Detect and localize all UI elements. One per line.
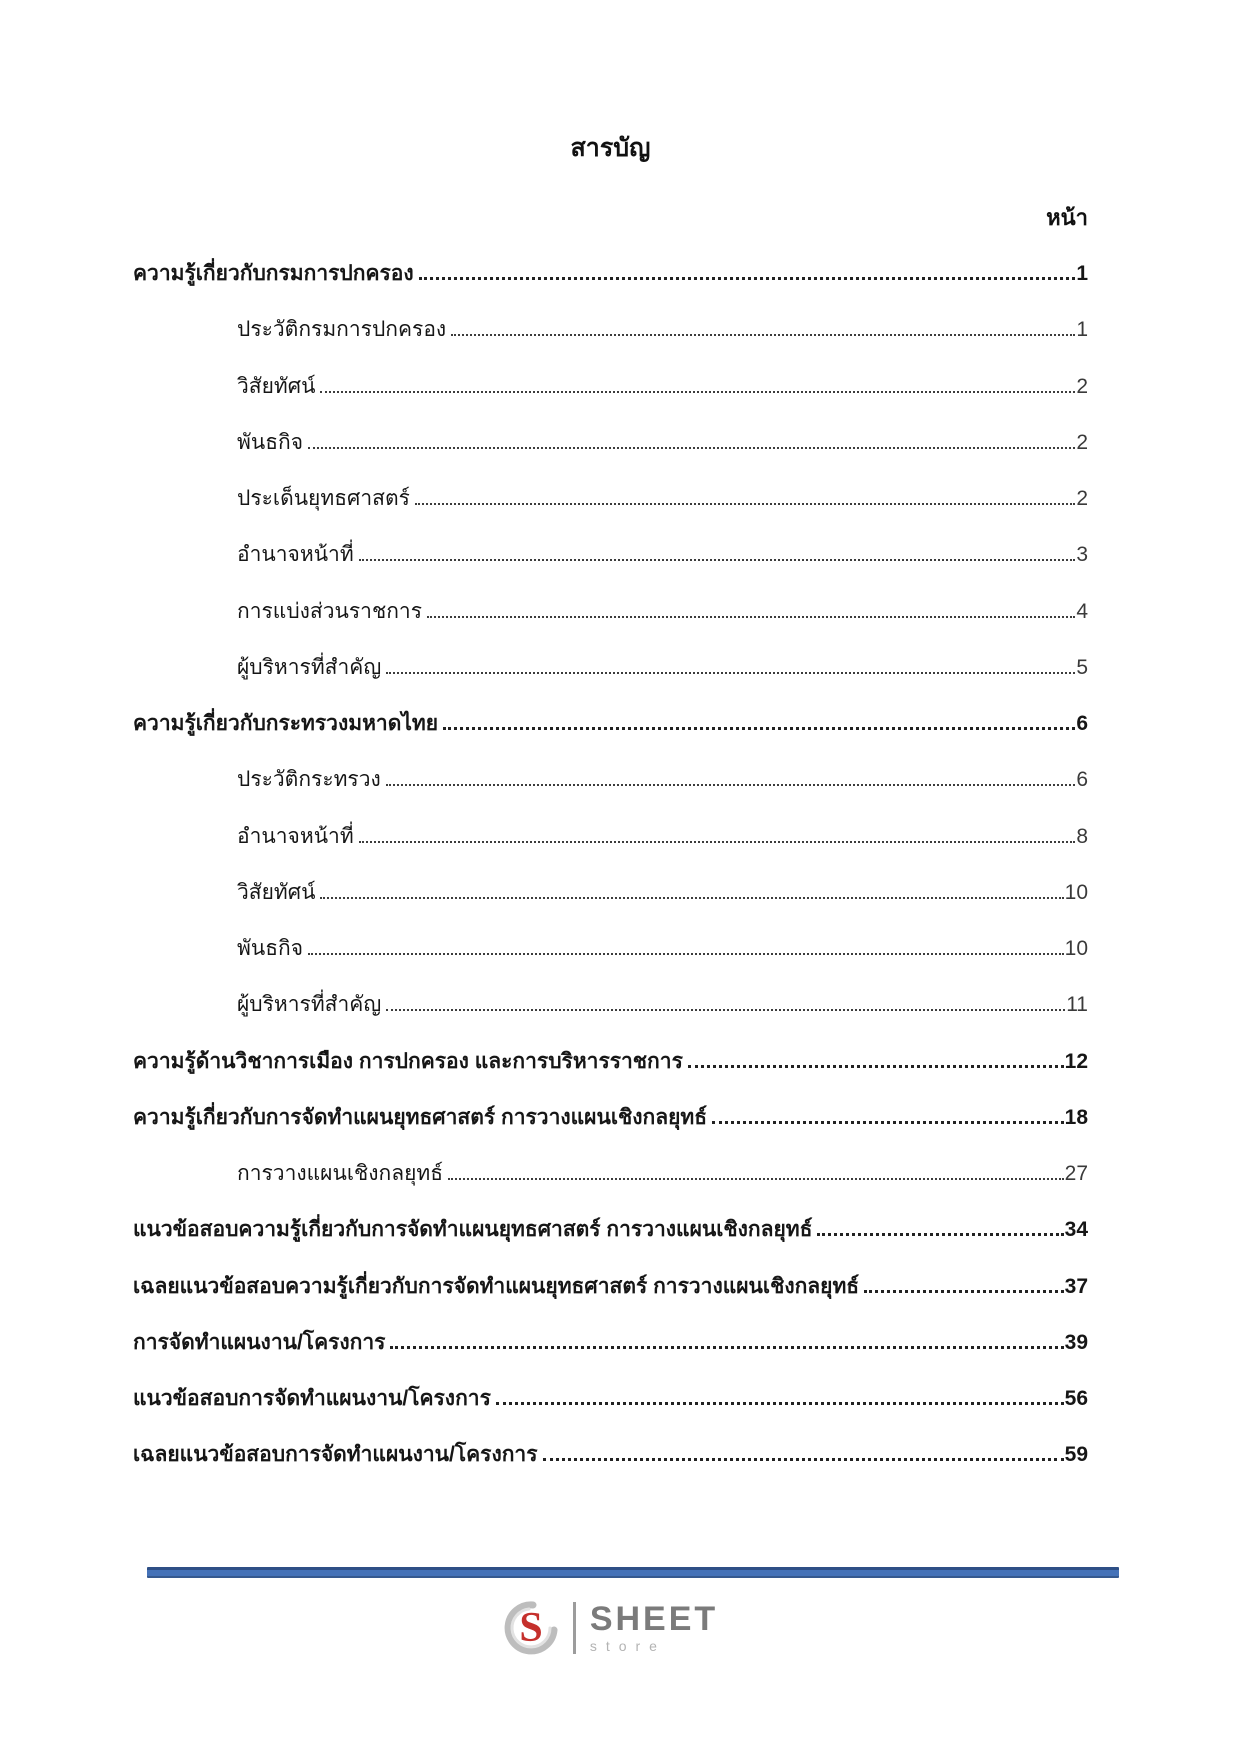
toc-entry-label: ความรู้เกี่ยวกับกรมการปกครอง [133, 262, 414, 285]
toc-entry-label: ประวัติกรมการปกครอง [237, 318, 447, 342]
brand-text-block [589, 1599, 719, 1654]
toc-entry [133, 880, 1088, 906]
toc-dot-leader [320, 391, 1075, 393]
toc-entry-label: แนวข้อสอบความรู้เกี่ยวกับการจัดทำแผนยุทธศาสตร์ การวางแผนเชิงกลยุทธ์ [133, 1218, 813, 1242]
toc-list [133, 261, 1088, 1499]
sheet-store-logo [133, 1600, 1088, 1656]
toc-entry-page-number: 8 [1076, 824, 1088, 848]
toc-entry [133, 1330, 1088, 1356]
toc-entry-page-number: 6 [1076, 768, 1088, 792]
brand-subtitle: store [589, 1637, 666, 1654]
toc-dot-leader [448, 1178, 1064, 1180]
toc-entry [133, 374, 1088, 400]
toc-entry-page-number: 2 [1076, 430, 1088, 454]
page-title: สารบัญ [570, 134, 651, 162]
toc-dot-leader [443, 727, 1075, 730]
toc-entry [133, 1105, 1088, 1131]
toc-dot-leader [864, 1290, 1064, 1293]
toc-entry [133, 486, 1088, 512]
toc-entry-label: อำนาจหน้าที่ [237, 543, 354, 567]
toc-entry-page-number: 39 [1064, 1330, 1088, 1354]
toc-entry-label: ความรู้ด้านวิชาการเมือง การปกครอง และการบริหารราชการ [133, 1049, 683, 1073]
toc-dot-leader [359, 841, 1076, 843]
toc-entry-page-number: 3 [1076, 543, 1088, 567]
toc-entry-label: อำนาจหน้าที่ [237, 824, 354, 848]
toc-entry [133, 1049, 1088, 1075]
toc-entry-label: เฉลยแนวข้อสอบความรู้เกี่ยวกับการจัดทำแผนยุทธศาสตร์ การวางแผนเชิงกลยุทธ์ [133, 1274, 860, 1298]
toc-entry-page-number: 2 [1076, 487, 1088, 510]
toc-entry-label: ผู้บริหารที่สำคัญ [237, 655, 382, 679]
toc-entry [133, 1161, 1088, 1187]
toc-entry [133, 767, 1088, 793]
toc-entry [133, 655, 1088, 681]
toc-entry [133, 317, 1088, 343]
toc-entry-page-number: 12 [1064, 1049, 1088, 1073]
toc-entry [133, 992, 1088, 1018]
toc-dot-leader [712, 1121, 1064, 1124]
toc-entry-page-number: 37 [1064, 1274, 1088, 1298]
toc-dot-leader [320, 897, 1063, 899]
toc-dot-leader [308, 953, 1064, 955]
toc-dot-leader [359, 559, 1076, 561]
toc-entry-label: วิสัยทัศน์ [237, 880, 316, 904]
toc-entry-label: ผู้บริหารที่สำคัญ [237, 993, 382, 1017]
toc-entry-page-number: 34 [1064, 1218, 1088, 1242]
toc-entry [133, 711, 1088, 737]
toc-dot-leader [451, 334, 1075, 336]
toc-dot-leader [427, 616, 1075, 618]
toc-entry [133, 1386, 1088, 1412]
sheet-store-monogram-icon [503, 1600, 559, 1656]
brand-name: SHEET [589, 1599, 719, 1638]
toc-entry [133, 936, 1088, 962]
toc-entry-page-number: 27 [1064, 1162, 1088, 1185]
toc-entry-page-number: 10 [1064, 880, 1088, 904]
toc-entry-label: ความรู้เกี่ยวกับการจัดทำแผนยุทธศาสตร์ การวางแผนเชิงกลยุทธ์ [133, 1105, 708, 1129]
toc-dot-leader [543, 1458, 1064, 1461]
toc-entry-label: วิสัยทัศน์ [237, 374, 316, 398]
toc-dot-leader [419, 277, 1076, 280]
toc-entry [133, 824, 1088, 850]
toc-entry-page-number: 6 [1076, 712, 1088, 735]
page-footer [133, 1567, 1088, 1656]
toc-entry-page-number: 1 [1076, 318, 1088, 342]
toc-entry-label: ความรู้เกี่ยวกับกระทรวงมหาดไทย [133, 712, 439, 735]
logo-divider-bar [573, 1602, 576, 1654]
toc-entry-label: พันธกิจ [237, 430, 304, 454]
footer-divider-line [147, 1567, 1119, 1578]
toc-entry-page-number: 59 [1064, 1443, 1088, 1467]
toc-entry [133, 430, 1088, 456]
toc-dot-leader [496, 1402, 1064, 1405]
toc-entry-page-number: 11 [1066, 993, 1088, 1017]
toc-dot-leader [386, 1009, 1065, 1011]
toc-dot-leader [308, 447, 1075, 449]
toc-entry [133, 261, 1088, 287]
toc-dot-leader [386, 672, 1075, 674]
toc-entry-page-number: 4 [1076, 599, 1088, 623]
toc-entry-page-number: 5 [1076, 655, 1088, 679]
toc-entry-page-number: 10 [1064, 937, 1088, 960]
svg-text:S: S [519, 1604, 543, 1651]
toc-entry-label: การจัดทำแผนงาน/โครงการ [133, 1330, 386, 1354]
toc-entry-label: แนวข้อสอบการจัดทำแผนงาน/โครงการ [133, 1387, 491, 1410]
toc-entry-page-number: 18 [1064, 1105, 1088, 1129]
toc-entry [133, 1274, 1088, 1300]
toc-dot-leader [688, 1065, 1064, 1068]
toc-entry-page-number: 56 [1064, 1387, 1088, 1410]
toc-entry-label: การวางแผนเชิงกลยุทธ์ [237, 1162, 444, 1185]
toc-entry [133, 599, 1088, 625]
toc-entry-label: ประเด็นยุทธศาสตร์ [237, 487, 410, 510]
toc-dot-leader [817, 1233, 1063, 1236]
page-number-column-header: หน้า [1046, 205, 1088, 230]
toc-entry-label: เฉลยแนวข้อสอบการจัดทำแผนงาน/โครงการ [133, 1443, 538, 1467]
toc-entry-label: การแบ่งส่วนราชการ [237, 599, 422, 623]
toc-dot-leader [386, 784, 1076, 786]
toc-dot-leader [415, 503, 1075, 505]
toc-entry [133, 1217, 1088, 1243]
toc-entry [133, 542, 1088, 568]
toc-entry-page-number: 1 [1076, 262, 1088, 285]
toc-entry-label: ประวัติกระทรวง [237, 768, 381, 792]
toc-entry-page-number: 2 [1076, 374, 1088, 398]
toc-dot-leader [390, 1346, 1063, 1349]
toc-entry [133, 1442, 1088, 1468]
toc-entry-label: พันธกิจ [237, 937, 304, 960]
